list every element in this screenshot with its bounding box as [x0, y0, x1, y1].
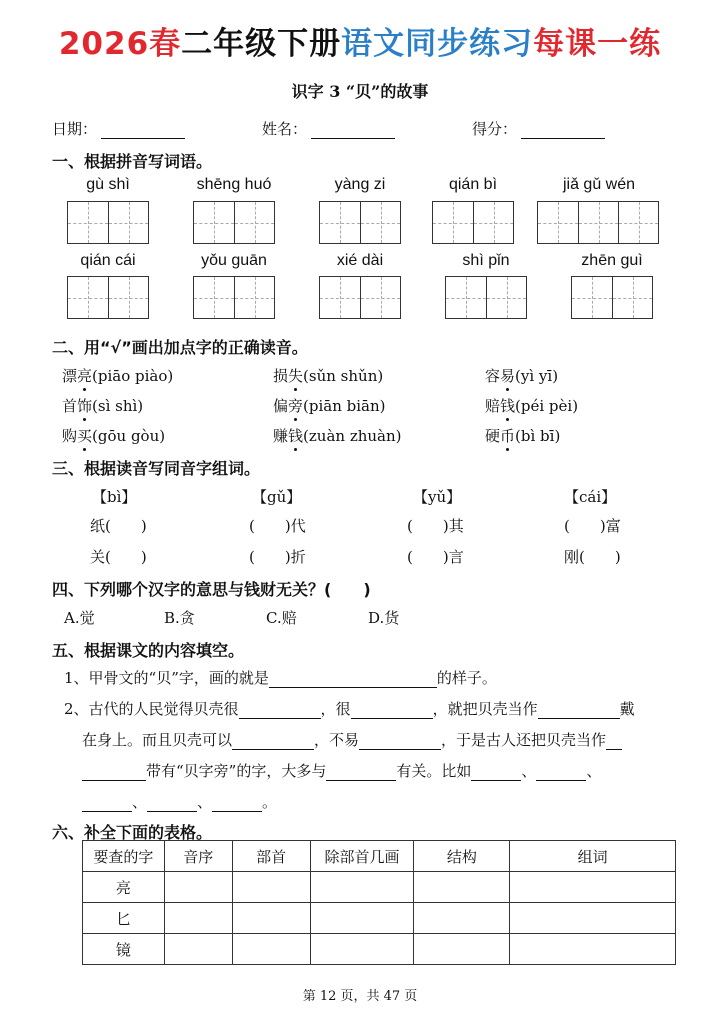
title-part-subject: 语文同步练习 — [341, 26, 534, 62]
char: 偏 — [273, 397, 289, 415]
fill-blank[interactable] — [212, 795, 262, 812]
fill-blank[interactable] — [239, 702, 321, 719]
fill-text: 、 — [521, 762, 537, 780]
table-row — [83, 934, 676, 965]
table-cell[interactable] — [510, 903, 676, 934]
writing-grid[interactable] — [319, 201, 401, 244]
fill-blank[interactable] — [538, 702, 620, 719]
reading-item[interactable] — [62, 425, 165, 446]
fill-text: ，不易 — [314, 731, 360, 749]
writing-grid[interactable] — [537, 201, 659, 244]
option-a[interactable]: A.觉 — [64, 609, 95, 627]
fill-text: 、 — [132, 793, 148, 811]
table-header: 除部首几画 — [310, 841, 414, 872]
fill-text: 有关。比如 — [396, 762, 472, 780]
fill-text: 、 — [197, 793, 213, 811]
fill-text: ，就把贝壳当作 — [432, 700, 538, 718]
reading-options: (yì yī) — [515, 367, 559, 385]
pinyin: qián cái — [80, 252, 136, 269]
fill-text: 2、古代的人民觉得贝壳很 — [64, 700, 239, 718]
reading-options: (piān biān) — [303, 397, 386, 415]
lookup-char: 亮 — [83, 872, 165, 903]
dictionary-table — [82, 840, 676, 965]
fill-blank[interactable] — [471, 764, 521, 781]
table-cell[interactable] — [232, 872, 310, 903]
dotted-char: 钱 — [500, 397, 516, 415]
table-cell[interactable] — [164, 903, 232, 934]
table-cell[interactable] — [310, 872, 414, 903]
pinyin: zhēn guì — [581, 252, 643, 269]
name-field[interactable] — [262, 118, 395, 139]
table-cell[interactable] — [232, 903, 310, 934]
char: 容 — [485, 367, 501, 385]
writing-grid[interactable] — [432, 201, 514, 244]
section5-heading: 五、根据课文的内容填空。 — [52, 641, 245, 660]
table-cell[interactable] — [310, 934, 414, 965]
fill-blank[interactable] — [82, 764, 146, 781]
char: 赚 — [273, 427, 289, 445]
table-cell[interactable] — [414, 903, 510, 934]
table-cell[interactable] — [164, 934, 232, 965]
lookup-char: 匕 — [83, 903, 165, 934]
table-cell[interactable] — [164, 872, 232, 903]
dotted-char: 旁 — [288, 397, 304, 415]
reading-item[interactable] — [273, 395, 386, 416]
fill-line-3 — [82, 729, 622, 750]
pinyin: yǒu guān — [201, 252, 267, 269]
table-cell[interactable] — [510, 872, 676, 903]
reading-options: (péi pèi) — [515, 397, 579, 415]
reading-options: (gōu gòu) — [92, 427, 166, 445]
option-d[interactable]: D.货 — [368, 609, 400, 627]
date-field[interactable] — [52, 118, 185, 139]
lookup-char: 镜 — [83, 934, 165, 965]
date-label: 日期： — [52, 120, 98, 138]
score-label: 得分： — [472, 120, 518, 138]
char: 购 — [62, 427, 78, 445]
reading-options: (sì shì) — [92, 397, 144, 415]
option-c[interactable]: C.赔 — [266, 609, 297, 627]
homophone-blank[interactable]: ( )言 — [407, 548, 464, 566]
fill-text: ，很 — [320, 700, 351, 718]
pinyin-label: 【cái】 — [564, 488, 617, 506]
table-header: 要查的字 — [83, 841, 165, 872]
char: 漂 — [62, 367, 78, 385]
section3-heading: 三、根据读音写同音字组词。 — [52, 459, 261, 478]
dotted-char: 买 — [77, 427, 93, 445]
fill-text: 、 — [586, 762, 602, 780]
homophone-blank[interactable]: ( )其 — [407, 517, 464, 535]
title-part-year: 2026春 — [58, 26, 182, 62]
table-row — [83, 872, 676, 903]
name-blank[interactable] — [311, 122, 395, 139]
fill-blank[interactable] — [351, 702, 433, 719]
pinyin-label: 【bì】 — [92, 488, 137, 506]
table-header: 部首 — [232, 841, 310, 872]
homophone-blank[interactable]: 纸( ) — [90, 517, 147, 535]
dotted-char: 饰 — [77, 397, 93, 415]
reading-item[interactable] — [273, 365, 383, 386]
pinyin: xié dài — [336, 252, 384, 269]
writing-grid[interactable] — [193, 201, 275, 244]
fill-blank[interactable] — [359, 733, 441, 750]
fill-text: 1、甲骨文的“贝”字，画的就是 — [64, 669, 269, 687]
table-cell[interactable] — [310, 903, 414, 934]
table-header: 结构 — [414, 841, 510, 872]
writing-grid[interactable] — [67, 276, 149, 319]
reading-item[interactable] — [485, 425, 560, 446]
fill-blank[interactable] — [536, 764, 586, 781]
reading-options: (bì bī) — [515, 427, 561, 445]
fill-line-2 — [64, 698, 635, 719]
char: 硬 — [485, 427, 501, 445]
dotted-char: 易 — [500, 367, 516, 385]
homophone-blank[interactable]: ( )代 — [249, 517, 306, 535]
writing-grid[interactable] — [571, 276, 653, 319]
writing-grid[interactable] — [319, 276, 401, 319]
fill-text: 的样子。 — [436, 669, 497, 687]
pinyin: jiǎ gǔ wén — [562, 176, 636, 193]
dotted-char: 币 — [500, 427, 516, 445]
reading-item[interactable] — [273, 425, 402, 446]
date-blank[interactable] — [101, 122, 185, 139]
pinyin: shì pǐn — [462, 252, 510, 269]
section1-heading: 一、根据拼音写词语。 — [52, 152, 213, 171]
fill-text: 在身上。而且贝壳可以 — [82, 731, 233, 749]
table-cell[interactable] — [414, 934, 510, 965]
table-cell[interactable] — [232, 934, 310, 965]
char: 首 — [62, 397, 78, 415]
score-blank[interactable] — [521, 122, 605, 139]
homophone-blank[interactable]: ( )折 — [249, 548, 306, 566]
dotted-char: 亮 — [77, 367, 93, 385]
pinyin: qián bì — [448, 176, 498, 193]
name-label: 姓名： — [262, 120, 308, 138]
homophone-blank[interactable]: 关( ) — [90, 548, 147, 566]
table-header: 音序 — [164, 841, 232, 872]
dotted-char: 失 — [288, 367, 304, 385]
score-field[interactable] — [472, 118, 605, 139]
section2-heading: 二、用“√”画出加点字的正确读音。 — [52, 338, 308, 357]
fill-blank[interactable] — [147, 795, 197, 812]
writing-grid[interactable] — [445, 276, 527, 319]
reading-options: (piāo piào) — [92, 367, 174, 385]
page-footer: 第 12 页，共 47 页 — [302, 989, 418, 1004]
reading-item[interactable] — [485, 365, 558, 386]
fill-blank[interactable] — [606, 733, 622, 750]
page-title — [0, 18, 720, 63]
reading-options: (sǔn shǔn) — [303, 367, 384, 385]
reading-item[interactable] — [485, 395, 578, 416]
writing-grid[interactable] — [67, 201, 149, 244]
char: 赔 — [485, 397, 501, 415]
title-part-grade: 二年级下册 — [181, 26, 342, 62]
fill-blank[interactable] — [82, 795, 132, 812]
reading-item[interactable] — [62, 365, 173, 386]
lesson-title: 识字 3 “贝”的故事 — [291, 82, 429, 101]
fill-text: 戴 — [619, 700, 635, 718]
fill-blank[interactable] — [269, 671, 437, 688]
reading-item[interactable] — [62, 395, 143, 416]
section6-heading: 六、补全下面的表格。 — [52, 823, 213, 842]
table-cell[interactable] — [414, 872, 510, 903]
fill-text: ，于是古人还把贝壳当作 — [441, 731, 607, 749]
table-header-row — [83, 841, 676, 872]
table-header: 组词 — [510, 841, 676, 872]
title-part-practice: 每课一练 — [533, 26, 662, 62]
fill-text: 。 — [262, 793, 278, 811]
pinyin-label: 【yǔ】 — [413, 488, 462, 506]
pinyin: gù shì — [86, 176, 130, 193]
section4-heading: 四、下列哪个汉字的意思与钱财无关？( ) — [52, 580, 371, 599]
dotted-char: 钱 — [288, 427, 304, 445]
fill-line-1 — [64, 667, 497, 688]
writing-grid[interactable] — [193, 276, 275, 319]
fill-line-4 — [82, 760, 601, 781]
char: 损 — [273, 367, 289, 385]
homophone-blank[interactable]: 刚( ) — [564, 548, 621, 566]
pinyin: yàng zi — [334, 176, 386, 193]
fill-line-5 — [82, 791, 277, 812]
fill-text: 带有“贝字旁”的字，大多与 — [146, 762, 327, 780]
option-b[interactable]: B.贪 — [164, 609, 195, 627]
homophone-blank[interactable]: ( )富 — [564, 517, 621, 535]
fill-blank[interactable] — [232, 733, 314, 750]
pinyin-label: 【gǔ】 — [252, 488, 302, 506]
table-row — [83, 903, 676, 934]
reading-options: (zuàn zhuàn) — [303, 427, 402, 445]
table-cell[interactable] — [510, 934, 676, 965]
pinyin: shēng huó — [196, 176, 272, 193]
fill-blank[interactable] — [326, 764, 396, 781]
